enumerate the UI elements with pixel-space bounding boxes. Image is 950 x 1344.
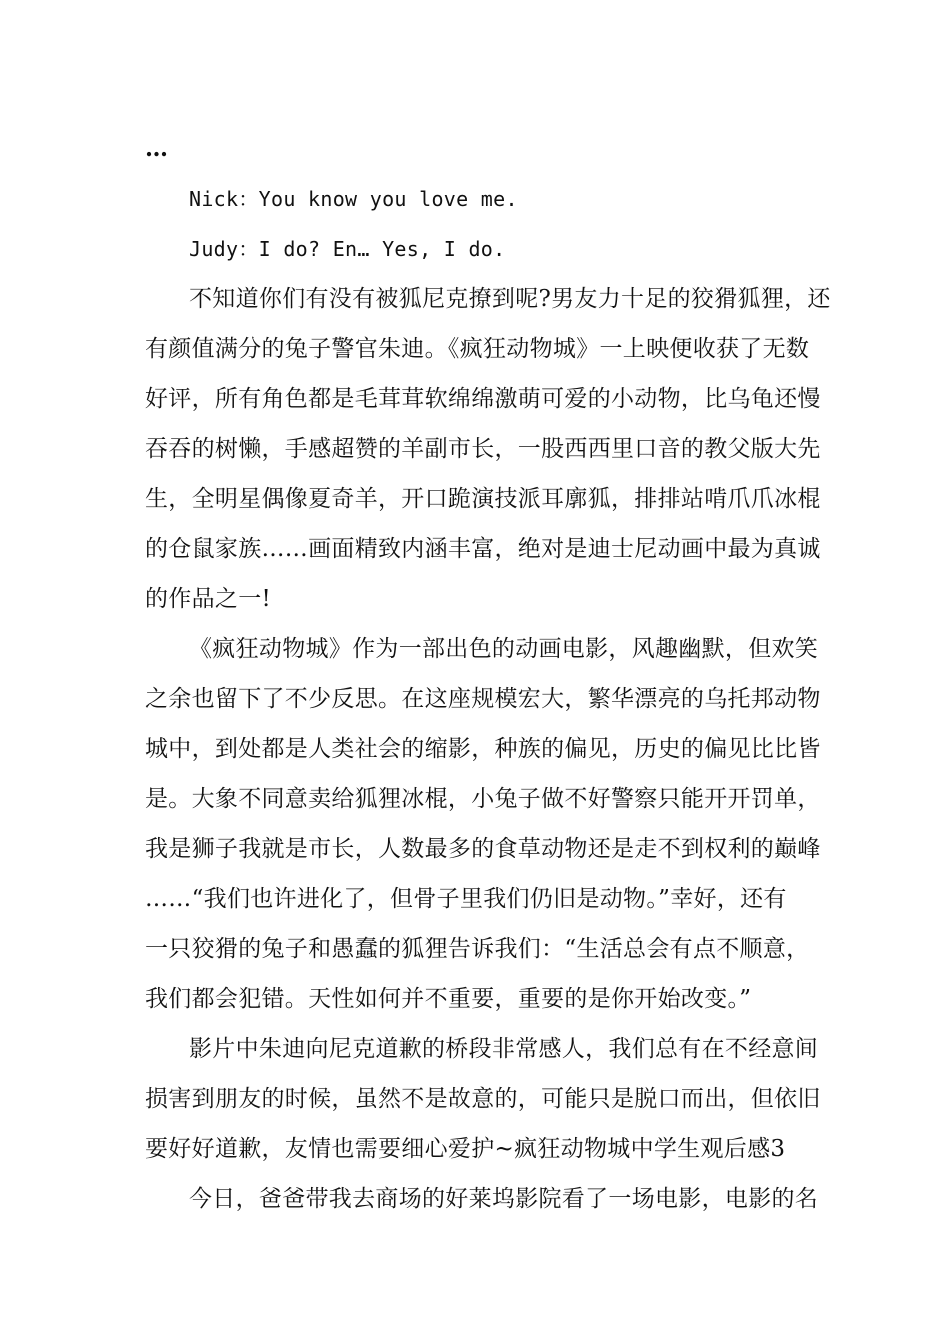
paragraph-2-line-2: 之余也留下了不少反思。在这座规模宏大，繁华漂亮的乌托邦动物 — [145, 686, 821, 712]
paragraph-2-line-5: 我是狮子我就是市长，人数最多的食草动物还是走不到权利的巅峰 — [145, 836, 821, 862]
paragraph-1-line-3: 好评，所有角色都是毛茸茸软绵绵激萌可爱的小动物，比乌龟还慢 — [145, 386, 821, 412]
paragraph-2-line-1: 《疯狂动物城》作为一部出色的动画电影，风趣幽默，但欢笑 — [189, 636, 819, 662]
paragraph-2-line-4: 是。大象不同意卖给狐狸冰棍，小兔子做不好警察只能开开罚单， — [145, 786, 821, 812]
paragraph-3-line-1: 影片中朱迪向尼克道歉的桥段非常感人，我们总有在不经意间 — [189, 1036, 819, 1062]
paragraph-1-line-1: 不知道你们有没有被狐尼克撩到呢?男友力十足的狡猾狐狸，还 — [189, 286, 831, 312]
paragraph-2-line-3: 城中，到处都是人类社会的缩影，种族的偏见，历史的偏见比比皆 — [145, 736, 821, 762]
document-page — [145, 124, 831, 1224]
paragraph-1-line-2: 有颜值满分的兔子警官朱迪。《疯狂动物城》一上映便收获了无数 — [145, 336, 810, 362]
paragraph-2-line-8: 我们都会犯错。天性如何并不重要，重要的是你开始改变。” — [145, 986, 752, 1012]
paragraph-3-line-3: 要好好道歉，友情也需要细心爱护~疯狂动物城中学生观后感3 — [145, 1136, 786, 1162]
leading-ellipsis: … — [145, 135, 169, 162]
dialogue-line-judy: Judy：I do? En… Yes, I do. — [189, 237, 506, 261]
paragraph-1-line-6: 的仓鼠家族……画面精致内涵丰富，绝对是迪士尼动画中最为真诚 — [145, 536, 821, 562]
paragraph-3-line-2: 损害到朋友的时候，虽然不是故意的，可能只是脱口而出，但依旧 — [145, 1086, 821, 1112]
paragraph-1-line-7: 的作品之一! — [145, 586, 272, 612]
paragraph-1-line-5: 生，全明星偶像夏奇羊，开口跪演技派耳廓狐，排排站啃爪爪冰棍 — [145, 486, 821, 512]
paragraph-2-line-7: 一只狡猾的兔子和愚蠢的狐狸告诉我们：“生活总会有点不顺意， — [145, 936, 810, 962]
paragraph-4-line-1: 今日，爸爸带我去商场的好莱坞影院看了一场电影，电影的名 — [189, 1186, 819, 1212]
paragraph-1-line-4: 吞吞的树懒，手感超赞的羊副市长，一股西西里口音的教父版大先 — [145, 436, 821, 462]
paragraph-2-line-6: ……“我们也许进化了，但骨子里我们仍旧是动物。”幸好，还有 — [145, 886, 787, 912]
dialogue-line-nick: Nick：You know you love me. — [189, 187, 518, 211]
